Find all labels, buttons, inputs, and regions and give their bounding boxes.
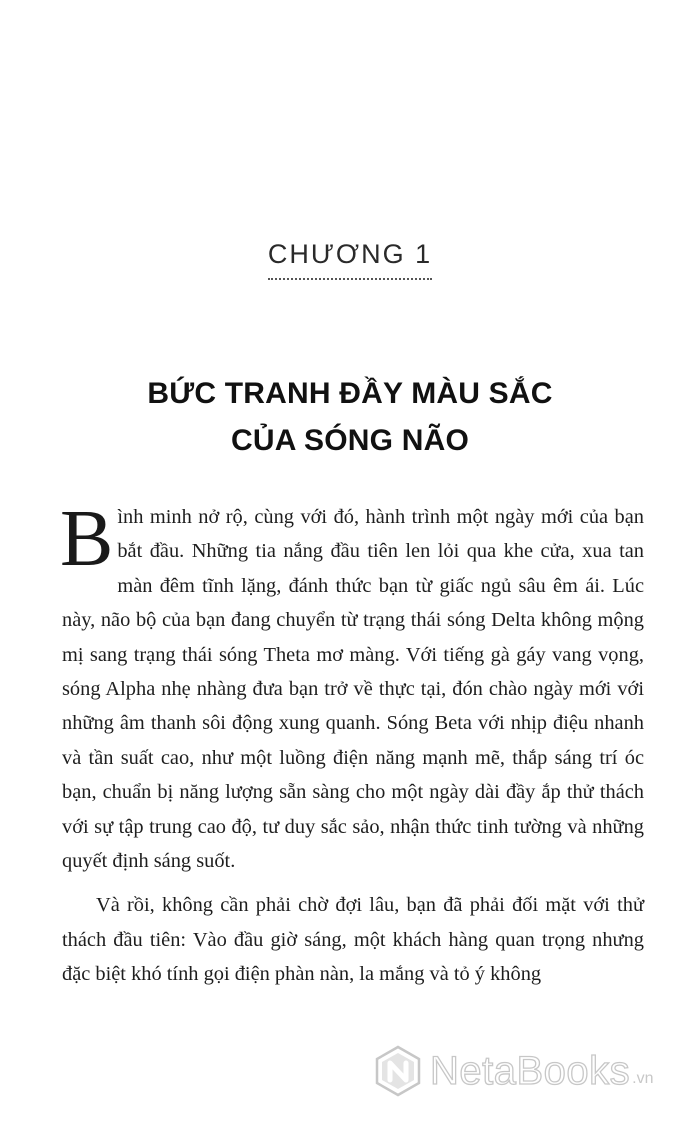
paragraph-2: Và rồi, không cần phải chờ đợi lâu, bạn đã phải đối mặt với thử thách đầu tiên: Vào đầu giờ sáng, một khách hàng quan trọng nhưng đặc biệt khó tính gọi điện phàn nàn, la mắng và tỏ ý không <box>62 894 644 986</box>
chapter-number: CHƯƠNG 1 <box>268 240 432 280</box>
watermark <box>372 1042 654 1100</box>
netabooks-logo-icon <box>372 1045 424 1097</box>
watermark-suffix: .vn <box>632 1070 654 1087</box>
paragraph-1 <box>60 495 644 878</box>
watermark-brand: NetaBooks <box>430 1049 631 1093</box>
chapter-label <box>0 240 700 280</box>
chapter-title-line-2: CỦA SÓNG NÃO <box>231 424 469 457</box>
chapter-title <box>0 370 700 464</box>
paragraph-1-text: ình minh nở rộ, cùng với đó, hành trình một ngày mới của bạn bắt đầu. Những tia nắng đầu tiên len lỏi qua khe cửa, xua tan màn đêm tĩnh lặng, đánh thức bạn từ giấc ngủ sâu êm ái. Lúc này, não bộ của bạn đang chuyển từ trạng thái sóng Delta không mộng mị sang trạng thái sóng Theta mơ màng. Với tiếng gà gáy vang vọng, sóng Alpha nhẹ nhàng đưa bạn trở về thực tại, đón chào ngày mới với những âm thanh sôi động xung quanh. Sóng Beta với nhịp điệu nhanh và tần suất cao, như một luồng điện năng mạnh mẽ, thắp sáng trí óc bạn, chuẩn bị năng lượng sẵn sàng cho một ngày dài đầy ắp thử thách với sự tập trung cao độ, tư duy sắc sảo, nhận thức tinh tường và những quyết định sáng suốt. <box>62 506 644 873</box>
body-text <box>60 495 644 992</box>
chapter-title-line-1: BỨC TRANH ĐẦY MÀU SẮC <box>147 377 553 410</box>
drop-cap: B <box>60 495 114 583</box>
